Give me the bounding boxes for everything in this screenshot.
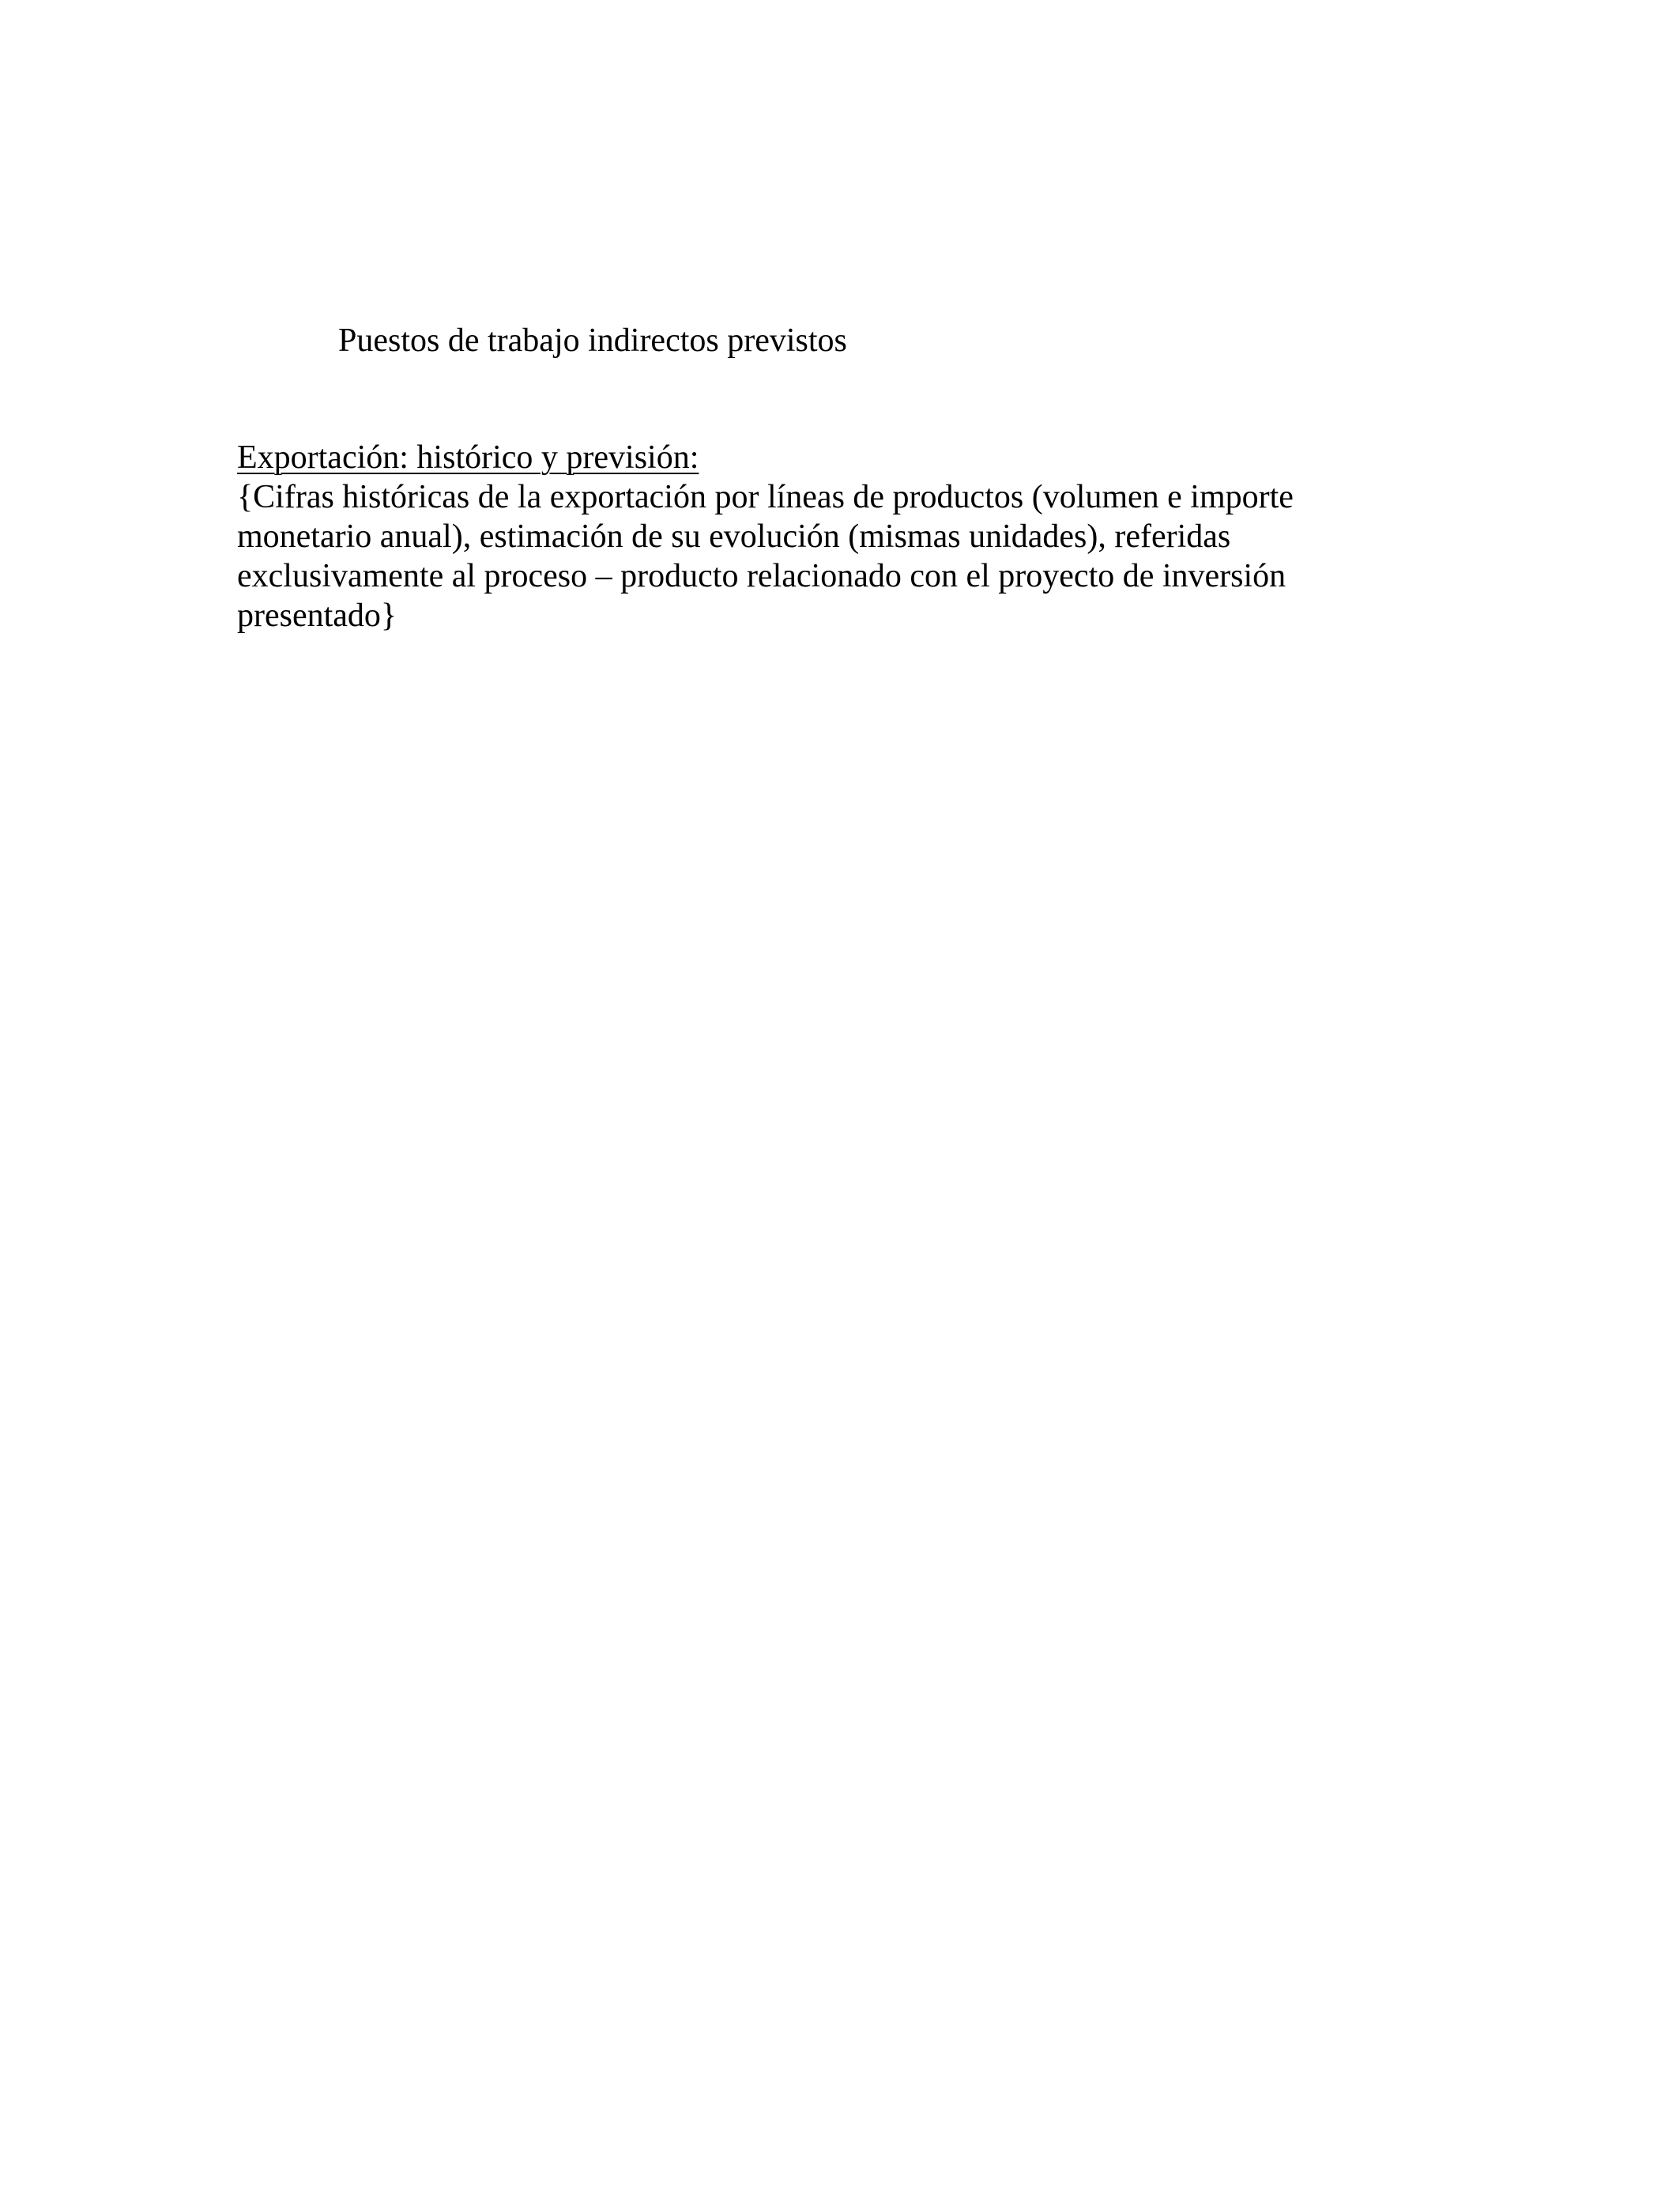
export-section-heading: Exportación: histórico y previsión:: [237, 439, 699, 476]
indirect-jobs-line: Puestos de trabajo indirectos previstos: [338, 322, 847, 359]
export-section-body: {Cifras históricas de la exportación por líneas de productos (volumen e importe monetario anual), estimación de su evolución (mismas unidades), referidas exclusivamente al proceso – producto relacionado con el proyecto de inversión presentado}: [237, 479, 1294, 634]
export-section: [237, 438, 1422, 635]
